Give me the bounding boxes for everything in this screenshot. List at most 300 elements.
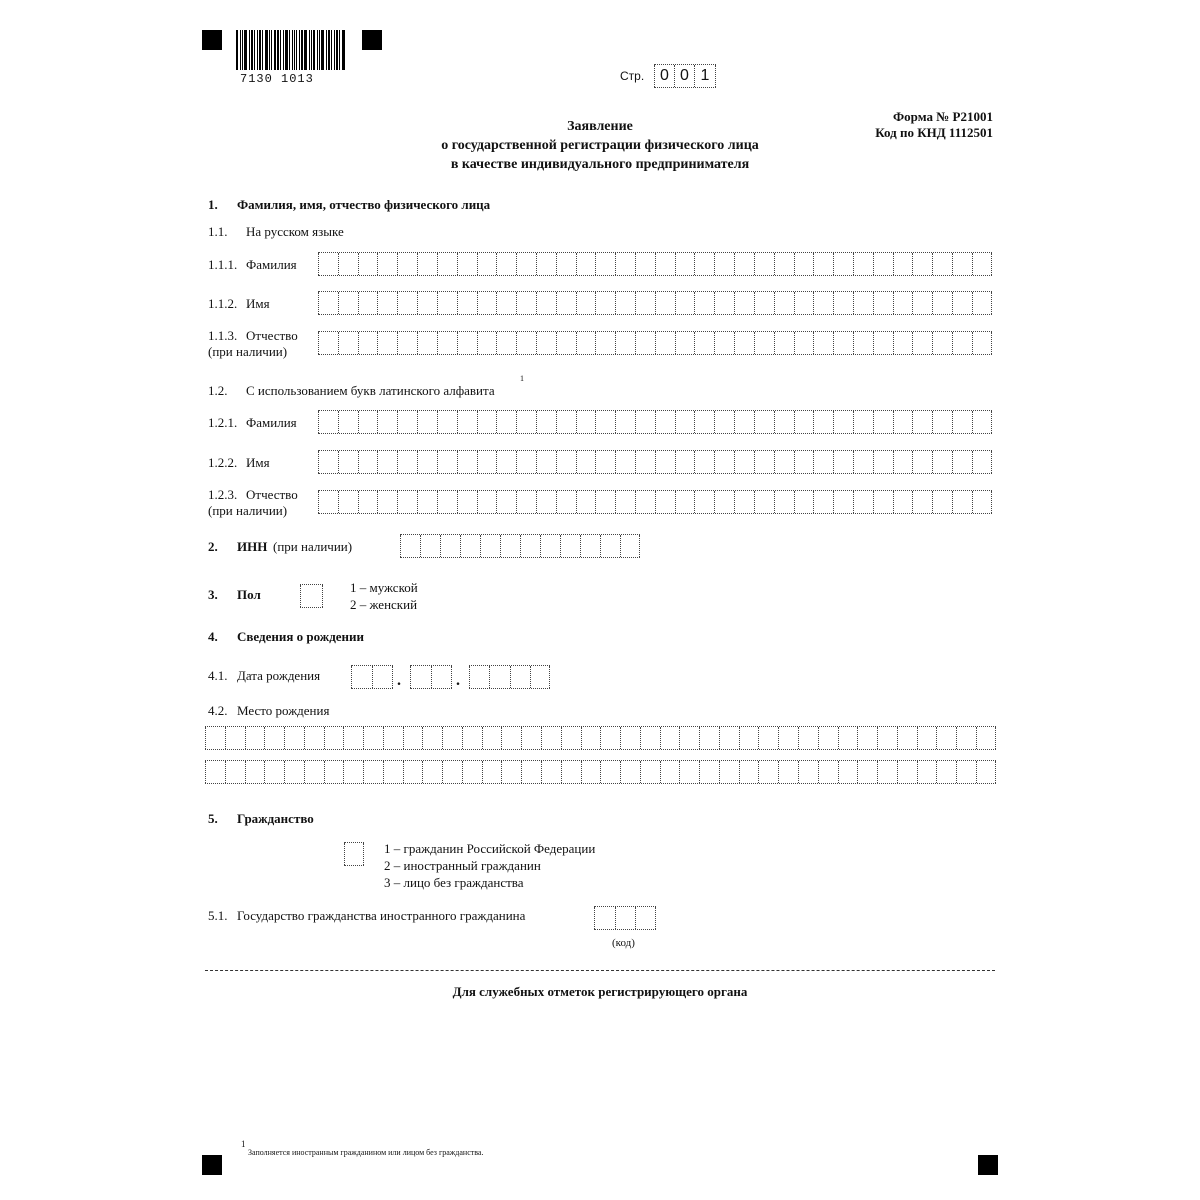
- input-cell[interactable]: [437, 332, 457, 354]
- input-cell[interactable]: [620, 761, 640, 783]
- input-cell[interactable]: [561, 727, 581, 749]
- input-cell[interactable]: [324, 761, 344, 783]
- inn-input[interactable]: [400, 534, 640, 558]
- input-cell[interactable]: [556, 292, 576, 314]
- input-cell[interactable]: [813, 292, 833, 314]
- input-cell[interactable]: [482, 761, 502, 783]
- input-cell[interactable]: [457, 292, 477, 314]
- input-cell[interactable]: [556, 451, 576, 473]
- input-cell[interactable]: [972, 253, 992, 275]
- input-cell[interactable]: [324, 727, 344, 749]
- input-cell[interactable]: [304, 727, 324, 749]
- input-cell[interactable]: [972, 292, 992, 314]
- input-cell[interactable]: [500, 535, 520, 557]
- input-cell[interactable]: [818, 761, 838, 783]
- input-cell[interactable]: [457, 451, 477, 473]
- input-cell[interactable]: [660, 761, 680, 783]
- input-cell[interactable]: [655, 332, 675, 354]
- input-cell[interactable]: [972, 411, 992, 433]
- input-cell[interactable]: [694, 253, 714, 275]
- input-cell[interactable]: [754, 332, 774, 354]
- input-cell[interactable]: [833, 253, 853, 275]
- input-cell[interactable]: [679, 727, 699, 749]
- input-cell[interactable]: [714, 451, 734, 473]
- input-cell[interactable]: [541, 727, 561, 749]
- input-cell[interactable]: [635, 332, 655, 354]
- input-cell[interactable]: [615, 907, 636, 929]
- input-cell[interactable]: [536, 491, 556, 513]
- input-cell[interactable]: [576, 491, 596, 513]
- input-cell[interactable]: [377, 292, 397, 314]
- input-cell[interactable]: [853, 253, 873, 275]
- input-cell[interactable]: [576, 253, 596, 275]
- input-cell[interactable]: [417, 332, 437, 354]
- input-cell[interactable]: [897, 727, 917, 749]
- input-cell[interactable]: [344, 843, 364, 865]
- input-cell[interactable]: [818, 727, 838, 749]
- input-cell[interactable]: [952, 253, 972, 275]
- input-cell[interactable]: [932, 491, 952, 513]
- input-cell[interactable]: [397, 253, 417, 275]
- input-cell[interactable]: [976, 761, 996, 783]
- pob-input-line2[interactable]: [205, 760, 996, 784]
- input-cell[interactable]: [560, 535, 580, 557]
- input-cell[interactable]: [245, 761, 265, 783]
- input-cell[interactable]: [595, 292, 615, 314]
- input-cell[interactable]: [877, 727, 897, 749]
- input-cell[interactable]: [521, 727, 541, 749]
- input-cell[interactable]: [422, 727, 442, 749]
- input-cell[interactable]: [714, 491, 734, 513]
- input-cell[interactable]: [714, 332, 734, 354]
- input-cell[interactable]: [699, 761, 719, 783]
- input-cell[interactable]: [679, 761, 699, 783]
- input-cell[interactable]: [469, 666, 489, 688]
- input-cell[interactable]: [205, 727, 225, 749]
- input-cell[interactable]: [794, 411, 814, 433]
- input-cell[interactable]: [541, 761, 561, 783]
- input-cell[interactable]: [640, 761, 660, 783]
- input-cell[interactable]: [417, 451, 437, 473]
- input-cell[interactable]: [477, 491, 497, 513]
- input-cell[interactable]: [615, 332, 635, 354]
- input-cell[interactable]: [873, 292, 893, 314]
- input-cell[interactable]: [437, 491, 457, 513]
- input-cell[interactable]: [873, 253, 893, 275]
- input-cell[interactable]: [225, 727, 245, 749]
- input-cell[interactable]: [442, 761, 462, 783]
- input-cell[interactable]: [501, 727, 521, 749]
- input-cell[interactable]: [403, 761, 423, 783]
- input-cell[interactable]: [556, 253, 576, 275]
- input-cell[interactable]: [615, 253, 635, 275]
- input-cell[interactable]: [403, 727, 423, 749]
- input-cell[interactable]: [660, 727, 680, 749]
- input-cell[interactable]: [595, 491, 615, 513]
- input-cell[interactable]: [417, 411, 437, 433]
- input-cell[interactable]: [338, 332, 358, 354]
- input-cell[interactable]: [675, 411, 695, 433]
- input-cell[interactable]: [936, 761, 956, 783]
- input-cell[interactable]: [363, 727, 383, 749]
- input-cell[interactable]: [462, 761, 482, 783]
- pob-input-line1[interactable]: [205, 726, 996, 750]
- input-cell[interactable]: [853, 491, 873, 513]
- input-cell[interactable]: [838, 761, 858, 783]
- input-cell[interactable]: [794, 253, 814, 275]
- input-cell[interactable]: [778, 761, 798, 783]
- input-cell[interactable]: [758, 727, 778, 749]
- input-cell[interactable]: [873, 411, 893, 433]
- input-cell[interactable]: [595, 253, 615, 275]
- input-cell[interactable]: [620, 535, 640, 557]
- input-cell[interactable]: [897, 761, 917, 783]
- input-cell[interactable]: [893, 332, 913, 354]
- input-cell[interactable]: [833, 411, 853, 433]
- input-cell[interactable]: [794, 332, 814, 354]
- input-cell[interactable]: [304, 761, 324, 783]
- gender-input[interactable]: [300, 584, 323, 608]
- input-cell[interactable]: [694, 332, 714, 354]
- input-cell[interactable]: [754, 292, 774, 314]
- input-cell[interactable]: [853, 411, 873, 433]
- input-cell[interactable]: [496, 253, 516, 275]
- input-cell[interactable]: [318, 491, 338, 513]
- input-cell[interactable]: [358, 491, 378, 513]
- input-cell[interactable]: [675, 253, 695, 275]
- input-cell[interactable]: [457, 491, 477, 513]
- input-cell[interactable]: [640, 727, 660, 749]
- input-cell[interactable]: [936, 727, 956, 749]
- input-cell[interactable]: [972, 491, 992, 513]
- input-cell[interactable]: [873, 491, 893, 513]
- input-cell[interactable]: [318, 332, 338, 354]
- input-cell[interactable]: [853, 451, 873, 473]
- input-cell[interactable]: [714, 411, 734, 433]
- input-cell[interactable]: [976, 727, 996, 749]
- input-cell[interactable]: [932, 292, 952, 314]
- input-cell[interactable]: [437, 451, 457, 473]
- input-cell[interactable]: [774, 292, 794, 314]
- input-cell[interactable]: [437, 292, 457, 314]
- input-cell[interactable]: [635, 907, 656, 929]
- input-cell[interactable]: [778, 727, 798, 749]
- input-cell[interactable]: [417, 292, 437, 314]
- input-cell[interactable]: [516, 253, 536, 275]
- input-cell[interactable]: [338, 253, 358, 275]
- input-cell[interactable]: [694, 491, 714, 513]
- input-cell[interactable]: [457, 332, 477, 354]
- input-cell[interactable]: [719, 761, 739, 783]
- input-cell[interactable]: [774, 253, 794, 275]
- first-name-lat-input[interactable]: [318, 450, 992, 474]
- input-cell[interactable]: [635, 292, 655, 314]
- dob-day-input[interactable]: [351, 665, 393, 689]
- input-cell[interactable]: [620, 727, 640, 749]
- input-cell[interactable]: [912, 332, 932, 354]
- input-cell[interactable]: [556, 332, 576, 354]
- input-cell[interactable]: [520, 535, 540, 557]
- input-cell[interactable]: [496, 332, 516, 354]
- input-cell[interactable]: [853, 292, 873, 314]
- input-cell[interactable]: [734, 411, 754, 433]
- input-cell[interactable]: [972, 332, 992, 354]
- input-cell[interactable]: [482, 727, 502, 749]
- input-cell[interactable]: [734, 292, 754, 314]
- input-cell[interactable]: [893, 411, 913, 433]
- input-cell[interactable]: [932, 332, 952, 354]
- input-cell[interactable]: [595, 411, 615, 433]
- input-cell[interactable]: [893, 451, 913, 473]
- input-cell[interactable]: [694, 292, 714, 314]
- input-cell[interactable]: [437, 253, 457, 275]
- input-cell[interactable]: [400, 535, 420, 557]
- input-cell[interactable]: [422, 761, 442, 783]
- citizenship-input[interactable]: [344, 842, 364, 866]
- input-cell[interactable]: [952, 292, 972, 314]
- input-cell[interactable]: [530, 666, 550, 688]
- input-cell[interactable]: [655, 451, 675, 473]
- input-cell[interactable]: [358, 332, 378, 354]
- input-cell[interactable]: [377, 253, 397, 275]
- input-cell[interactable]: [536, 292, 556, 314]
- input-cell[interactable]: [655, 253, 675, 275]
- patronymic-ru-input[interactable]: [318, 331, 992, 355]
- input-cell[interactable]: [556, 411, 576, 433]
- input-cell[interactable]: [932, 253, 952, 275]
- input-cell[interactable]: [477, 332, 497, 354]
- input-cell[interactable]: [338, 292, 358, 314]
- input-cell[interactable]: [417, 491, 437, 513]
- input-cell[interactable]: [477, 253, 497, 275]
- input-cell[interactable]: [655, 411, 675, 433]
- input-cell[interactable]: [734, 332, 754, 354]
- input-cell[interactable]: [635, 253, 655, 275]
- input-cell[interactable]: [284, 727, 304, 749]
- input-cell[interactable]: [318, 292, 338, 314]
- input-cell[interactable]: [893, 491, 913, 513]
- input-cell[interactable]: [496, 491, 516, 513]
- surname-ru-input[interactable]: [318, 252, 992, 276]
- input-cell[interactable]: [719, 727, 739, 749]
- input-cell[interactable]: [952, 332, 972, 354]
- input-cell[interactable]: [536, 253, 556, 275]
- input-cell[interactable]: [580, 535, 600, 557]
- input-cell[interactable]: [358, 292, 378, 314]
- input-cell[interactable]: [774, 491, 794, 513]
- input-cell[interactable]: [893, 253, 913, 275]
- input-cell[interactable]: [813, 332, 833, 354]
- input-cell[interactable]: [540, 535, 560, 557]
- input-cell[interactable]: [536, 451, 556, 473]
- input-cell[interactable]: [496, 411, 516, 433]
- input-cell[interactable]: [457, 253, 477, 275]
- input-cell[interactable]: [516, 411, 536, 433]
- input-cell[interactable]: [833, 292, 853, 314]
- input-cell[interactable]: [675, 491, 695, 513]
- input-cell[interactable]: [952, 451, 972, 473]
- input-cell[interactable]: [699, 727, 719, 749]
- input-cell[interactable]: [457, 411, 477, 433]
- input-cell[interactable]: [510, 666, 530, 688]
- input-cell[interactable]: [397, 292, 417, 314]
- input-cell[interactable]: [635, 451, 655, 473]
- input-cell[interactable]: [477, 411, 497, 433]
- input-cell[interactable]: [264, 761, 284, 783]
- input-cell[interactable]: [794, 491, 814, 513]
- surname-lat-input[interactable]: [318, 410, 992, 434]
- input-cell[interactable]: [358, 411, 378, 433]
- input-cell[interactable]: [377, 332, 397, 354]
- input-cell[interactable]: [694, 451, 714, 473]
- input-cell[interactable]: [813, 451, 833, 473]
- input-cell[interactable]: [536, 411, 556, 433]
- input-cell[interactable]: [615, 411, 635, 433]
- input-cell[interactable]: [501, 761, 521, 783]
- input-cell[interactable]: [600, 727, 620, 749]
- input-cell[interactable]: [714, 292, 734, 314]
- input-cell[interactable]: [462, 727, 482, 749]
- input-cell[interactable]: [754, 491, 774, 513]
- input-cell[interactable]: [615, 451, 635, 473]
- input-cell[interactable]: [893, 292, 913, 314]
- input-cell[interactable]: [655, 491, 675, 513]
- input-cell[interactable]: [754, 451, 774, 473]
- input-cell[interactable]: [358, 451, 378, 473]
- input-cell[interactable]: [437, 411, 457, 433]
- input-cell[interactable]: [912, 451, 932, 473]
- input-cell[interactable]: [675, 451, 695, 473]
- input-cell[interactable]: [460, 535, 480, 557]
- input-cell[interactable]: [410, 666, 431, 688]
- input-cell[interactable]: [813, 253, 833, 275]
- input-cell[interactable]: [284, 761, 304, 783]
- input-cell[interactable]: [343, 761, 363, 783]
- input-cell[interactable]: [813, 411, 833, 433]
- input-cell[interactable]: [516, 451, 536, 473]
- input-cell[interactable]: [838, 727, 858, 749]
- input-cell[interactable]: [600, 761, 620, 783]
- input-cell[interactable]: [754, 253, 774, 275]
- input-cell[interactable]: [734, 451, 754, 473]
- input-cell[interactable]: [952, 411, 972, 433]
- input-cell[interactable]: [318, 253, 338, 275]
- input-cell[interactable]: [956, 761, 976, 783]
- input-cell[interactable]: [420, 535, 440, 557]
- input-cell[interactable]: [853, 332, 873, 354]
- input-cell[interactable]: [635, 491, 655, 513]
- input-cell[interactable]: [489, 666, 509, 688]
- input-cell[interactable]: [264, 727, 284, 749]
- input-cell[interactable]: [561, 761, 581, 783]
- input-cell[interactable]: [754, 411, 774, 433]
- input-cell[interactable]: [338, 491, 358, 513]
- input-cell[interactable]: [956, 727, 976, 749]
- input-cell[interactable]: [675, 332, 695, 354]
- input-cell[interactable]: [798, 727, 818, 749]
- input-cell[interactable]: [338, 411, 358, 433]
- input-cell[interactable]: [440, 535, 460, 557]
- input-cell[interactable]: [351, 666, 372, 688]
- input-cell[interactable]: [794, 292, 814, 314]
- input-cell[interactable]: [912, 411, 932, 433]
- input-cell[interactable]: [594, 907, 615, 929]
- input-cell[interactable]: [758, 761, 778, 783]
- input-cell[interactable]: [917, 761, 937, 783]
- input-cell[interactable]: [932, 411, 952, 433]
- input-cell[interactable]: [377, 411, 397, 433]
- input-cell[interactable]: [417, 253, 437, 275]
- input-cell[interactable]: [343, 727, 363, 749]
- input-cell[interactable]: [516, 332, 536, 354]
- input-cell[interactable]: [917, 727, 937, 749]
- dob-month-input[interactable]: [410, 665, 452, 689]
- input-cell[interactable]: [338, 451, 358, 473]
- input-cell[interactable]: [932, 451, 952, 473]
- input-cell[interactable]: [794, 451, 814, 473]
- input-cell[interactable]: [383, 727, 403, 749]
- input-cell[interactable]: [377, 491, 397, 513]
- input-cell[interactable]: [358, 253, 378, 275]
- input-cell[interactable]: [635, 411, 655, 433]
- input-cell[interactable]: [734, 253, 754, 275]
- input-cell[interactable]: [655, 292, 675, 314]
- patronymic-lat-input[interactable]: [318, 490, 992, 514]
- input-cell[interactable]: [912, 491, 932, 513]
- input-cell[interactable]: [225, 761, 245, 783]
- input-cell[interactable]: [397, 491, 417, 513]
- input-cell[interactable]: [877, 761, 897, 783]
- input-cell[interactable]: [873, 451, 893, 473]
- input-cell[interactable]: [952, 491, 972, 513]
- input-cell[interactable]: [774, 451, 794, 473]
- input-cell[interactable]: [798, 761, 818, 783]
- input-cell[interactable]: [576, 411, 596, 433]
- input-cell[interactable]: [377, 451, 397, 473]
- input-cell[interactable]: [576, 292, 596, 314]
- input-cell[interactable]: [714, 253, 734, 275]
- input-cell[interactable]: [245, 727, 265, 749]
- input-cell[interactable]: [774, 411, 794, 433]
- input-cell[interactable]: [694, 411, 714, 433]
- input-cell[interactable]: [496, 292, 516, 314]
- input-cell[interactable]: [739, 761, 759, 783]
- input-cell[interactable]: [300, 585, 323, 607]
- input-cell[interactable]: [857, 727, 877, 749]
- input-cell[interactable]: [833, 491, 853, 513]
- first-name-ru-input[interactable]: [318, 291, 992, 315]
- input-cell[interactable]: [477, 451, 497, 473]
- input-cell[interactable]: [383, 761, 403, 783]
- input-cell[interactable]: [205, 761, 225, 783]
- dob-year-input[interactable]: [469, 665, 550, 689]
- input-cell[interactable]: [857, 761, 877, 783]
- input-cell[interactable]: [556, 491, 576, 513]
- input-cell[interactable]: [397, 332, 417, 354]
- input-cell[interactable]: [581, 727, 601, 749]
- input-cell[interactable]: [516, 292, 536, 314]
- input-cell[interactable]: [516, 491, 536, 513]
- input-cell[interactable]: [496, 451, 516, 473]
- input-cell[interactable]: [581, 761, 601, 783]
- input-cell[interactable]: [431, 666, 452, 688]
- input-cell[interactable]: [318, 411, 338, 433]
- input-cell[interactable]: [397, 411, 417, 433]
- input-cell[interactable]: [675, 292, 695, 314]
- input-cell[interactable]: [576, 451, 596, 473]
- input-cell[interactable]: [536, 332, 556, 354]
- input-cell[interactable]: [477, 292, 497, 314]
